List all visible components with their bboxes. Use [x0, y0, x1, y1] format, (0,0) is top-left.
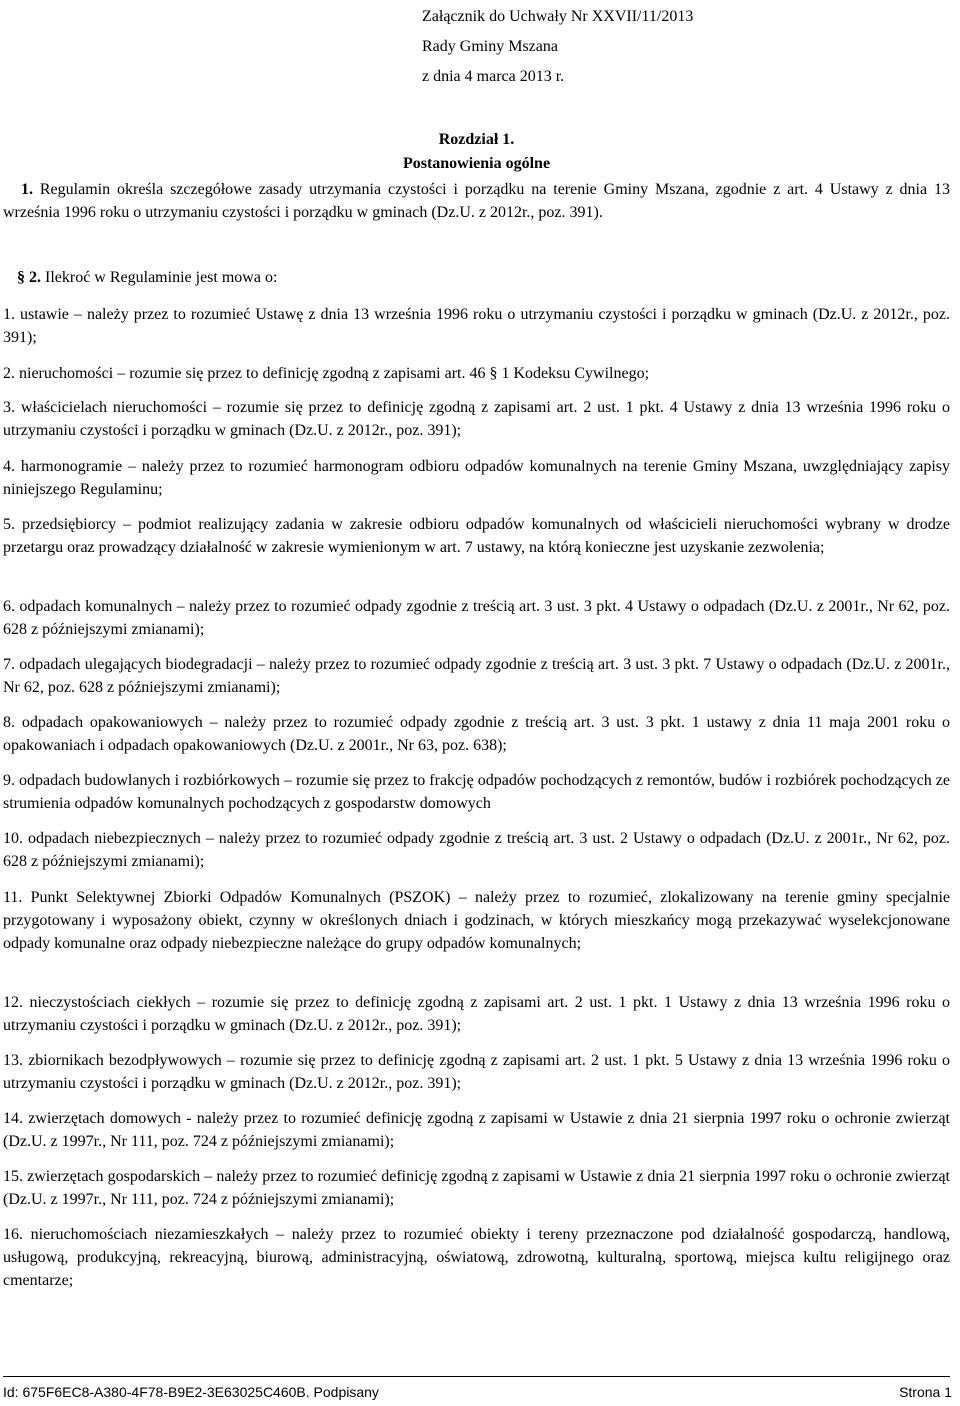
definition-text: właścicielach nieruchomości – rozumie się przez to definicję zgodną z zapisami art. 2 ust. 1 pkt. 4 Ustawy z dnia 13 września 1996 roku o utrzymaniu czystości i porządku w gminach (Dz.U. z 2012r., poz. 391);	[3, 399, 951, 439]
definition-item	[3, 396, 950, 442]
section-1-text: Regulamin określa szczegółowe zasady utrzymania czystości i porządku na terenie Gminy Mszana, zgodnie z art. 4 Ustawy z dnia 13 września 1996 roku o utrzymaniu czystości i porządku w gminach (Dz.U. z 2012r., poz. 391).	[3, 181, 950, 221]
definition-number: 7.	[3, 656, 15, 673]
definition-number: 12.	[3, 994, 23, 1011]
section-2-text: Ilekroć w Regulaminie jest mowa o:	[41, 269, 278, 286]
definition-item	[3, 886, 950, 955]
definition-text: odpadach niebezpiecznych – należy przez to rozumieć odpady zgodnie z treścią art. 3 ust. 2 Ustawy o odpadach (Dz.U. z 2001r., Nr 62, poz. 628 z późniejszymi zmianami);	[3, 830, 951, 870]
definition-text: nieruchomości – rozumie się przez to definicję zgodną z zapisami art. 46 § 1 Kodeksu Cywilnego;	[19, 365, 650, 382]
definition-text: zwierzętach gospodarskich – należy przez to rozumieć definicję zgodną z zapisami w Ustawie z dnia 21 sierpnia 1997 roku o ochronie zwierząt (Dz.U. z 1997r., Nr 111, poz. 724 z późniejszymi zmianami);	[3, 1168, 950, 1208]
definition-item	[3, 303, 950, 349]
definition-text: nieruchomościach niezamieszkałych – należy przez to rozumieć obiekty i tereny przeznaczone pod działalność gospodarczą, handlową, usługową, produkcyjną, rekreacyjną, biurową, administracyjną, oświatową, zdrowotną, kulturalną, sportową, miejsca kultu religijnego oraz cmentarze;	[3, 1226, 951, 1289]
definition-number: 4.	[3, 458, 15, 475]
definition-text: odpadach komunalnych – należy przez to rozumieć odpady zgodnie z treścią art. 3 ust. 3 pkt. 4 Ustawy o odpadach (Dz.U. z 2001r., Nr 62, poz. 628 z późniejszymi zmianami);	[3, 598, 950, 638]
attachment-header	[422, 2, 842, 92]
footer-divider	[3, 1376, 950, 1377]
definition-text: odpadach budowlanych i rozbiórkowych – rozumie się przez to frakcję odpadów pochodzących z remontów, budów i rozbiórek pochodzących ze strumienia odpadów komunalnych pochodzących z gospodarstw domowych	[3, 772, 951, 812]
definition-item	[3, 1049, 950, 1095]
definition-number: 5.	[3, 516, 15, 533]
definition-item	[3, 513, 950, 559]
definition-number: 8.	[3, 714, 15, 731]
definition-item	[3, 653, 950, 699]
definition-item	[3, 1107, 950, 1153]
definition-number: 10.	[3, 830, 23, 847]
definition-item	[3, 595, 950, 641]
definition-item	[3, 991, 950, 1037]
definition-text: ustawie – należy przez to rozumieć Ustawę z dnia 13 września 1996 roku o utrzymaniu czystości i porządku w gminach (Dz.U. z 2012r., poz. 391);	[3, 306, 951, 346]
chapter-number: Rozdział 1.	[438, 131, 515, 148]
definition-number: 13.	[3, 1052, 23, 1069]
definition-item	[3, 769, 950, 815]
definition-item	[3, 455, 950, 501]
definition-number: 15.	[3, 1168, 23, 1185]
definition-text: harmonogramie – należy przez to rozumieć harmonogram odbioru odpadów komunalnych na terenie Gminy Mszana, uwzględniający zapisy niniejszego Regulaminu;	[3, 458, 950, 498]
definition-text: Punkt Selektywnej Zbiorki Odpadów Komunalnych (PSZOK) – należy przez to rozumieć, zlokalizowany na terenie gminy specjalnie przygotowany i wyposażony obiekt, czynny w określonych dniach i godzinach, w których mieszkańcy mogą przekazywać wyselekcjonowane odpady komunalne oraz odpady niebezpieczne należące do grupy odpadów komunalnych;	[3, 889, 951, 952]
definition-number: 3.	[3, 399, 15, 416]
definition-item	[3, 362, 950, 385]
header-council: Rady Gminy Mszana	[422, 38, 558, 55]
definition-number: 14.	[3, 1110, 23, 1127]
definition-item	[3, 1165, 950, 1211]
definition-number: 2.	[3, 365, 15, 382]
definition-text: zbiornikach bezodpływowych – rozumie się przez to definicję zgodną z zapisami art. 2 ust. 1 pkt. 5 Ustawy z dnia 13 września 1996 roku o utrzymaniu czystości i porządku w gminach (Dz.U. z 2012r., poz. 391);	[3, 1052, 951, 1092]
header-date: z dnia 4 marca 2013 r.	[422, 68, 565, 85]
definition-text: przedsiębiorcy – podmiot realizujący zadania w zakresie odbioru odpadów komunalnych od właścicieli nieruchomości wybrany w drodze przetargu oraz prowadzący działalność w zakresie wymienionym w art. 7 ustawy, na którą konieczne jest uzyskanie zezwolenia;	[3, 516, 951, 556]
chapter-title: Postanowienia ogólne	[402, 155, 551, 172]
section-1	[3, 178, 950, 224]
header-resolution: Załącznik do Uchwały Nr XXVII/11/2013	[422, 8, 694, 25]
definition-text: zwierzętach domowych - należy przez to rozumieć definicję zgodną z zapisami w Ustawie z dnia 21 sierpnia 1997 roku o ochronie zwierząt (Dz.U. z 1997r., Nr 111, poz. 724 z późniejszymi zmianami);	[3, 1110, 951, 1150]
definition-number: 11.	[3, 889, 23, 906]
definition-text: odpadach opakowaniowych – należy przez to rozumieć odpady zgodnie z treścią art. 3 ust. 3 pkt. 1 ustawy z dnia 11 maja 2001 roku o opakowaniach i odpadach opakowaniowych (Dz.U. z 2001r., Nr 63, poz. 638);	[3, 714, 951, 754]
definition-text: odpadach ulegających biodegradacji – należy przez to rozumieć odpady zgodnie z treścią art. 3 ust. 3 pkt. 7 Ustawy o odpadach (Dz.U. z 2001r., Nr 62, poz. 628 z późniejszymi zmianami);	[3, 656, 950, 696]
definition-number: 6.	[3, 598, 15, 615]
page-number: Strona 1	[899, 1384, 952, 1400]
section-1-mark: 1.	[21, 181, 33, 198]
definition-text: nieczystościach ciekłych – rozumie się przez to definicję zgodną z zapisami art. 2 ust. 1 pkt. 1 Ustawy z dnia 13 września 1996 roku o utrzymaniu czystości i porządku w gminach (Dz.U. z 2012r., poz. 391);	[3, 994, 950, 1034]
definition-item	[3, 711, 950, 757]
definition-number: 1.	[3, 306, 15, 323]
section-2	[17, 266, 950, 289]
definition-number: 16.	[3, 1226, 23, 1243]
definition-item	[3, 1223, 950, 1292]
definition-number: 9.	[3, 772, 15, 789]
document-id: Id: 675F6EC8-A380-4F78-B9E2-3E63025C460B. Podpisany	[3, 1384, 379, 1400]
definition-item	[3, 827, 950, 873]
section-2-mark: § 2.	[17, 269, 41, 286]
